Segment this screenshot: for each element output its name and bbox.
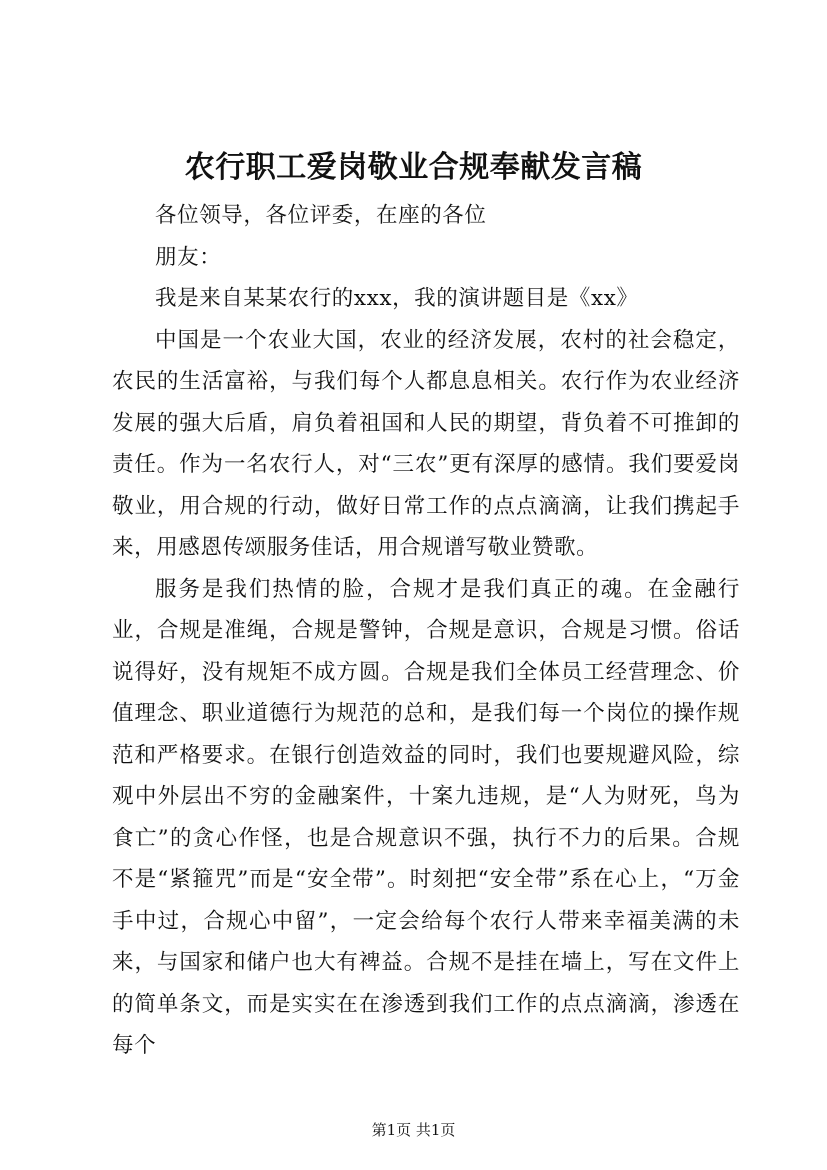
greeting-line-1: 各位领导，各位评委，在座的各位 [155, 203, 487, 228]
document-body [112, 195, 740, 1067]
document-title: 农行职工爱岗敬业合规奉献发言稿 [184, 150, 643, 185]
paragraph-1: 中国是一个农业大国，农业的经济发展，农村的社会稳定，农民的生活富裕，与我们每个人都息息相关。农行作为农业经济发展的强大后盾，肩负着祖国和人民的期望，背负着不可推卸的责任。作为一名农行人，对“三农”更有深厚的感情。我们要爱岗敬业，用合规的行动，做好日常工作的点点滴滴，让我们携起手来，用感恩传颂服务佳话，用合规谱写敬业赞歌。 [112, 327, 740, 560]
intro-line: 我是来自某某农行的xxx，我的演讲题目是《xx》 [155, 286, 639, 311]
paragraph-2: 服务是我们热情的脸，合规才是我们真正的魂。在金融行业，合规是准绳，合规是警钟，合规是意识，合规是习惯。俗话说得好，没有规矩不成方圆。合规是我们全体员工经营理念、价值理念、职业道德行为规范的总和，是我们每一个岗位的操作规范和严格要求。在银行创造效益的同时，我们也要规避风险，综观中外层出不穷的金融案件，十案九违规，是“人为财死，鸟为食亡”的贪心作怪，也是合规意识不强，执行不力的后果。合规不是“紧箍咒”而是“安全带”。时刻把“安全带”系在心上，“万金手中过，合规心中留”，一定会给每个农行人带来幸福美满的未来，与国家和储户也大有裨益。合规不是挂在墙上，写在文件上的简单条文，而是实实在在渗透到我们工作的点点滴滴，渗透在每个 [112, 576, 740, 1058]
greeting-line-2: 朋友： [155, 244, 222, 270]
page-footer: 第1页 共1页 [371, 1121, 456, 1139]
